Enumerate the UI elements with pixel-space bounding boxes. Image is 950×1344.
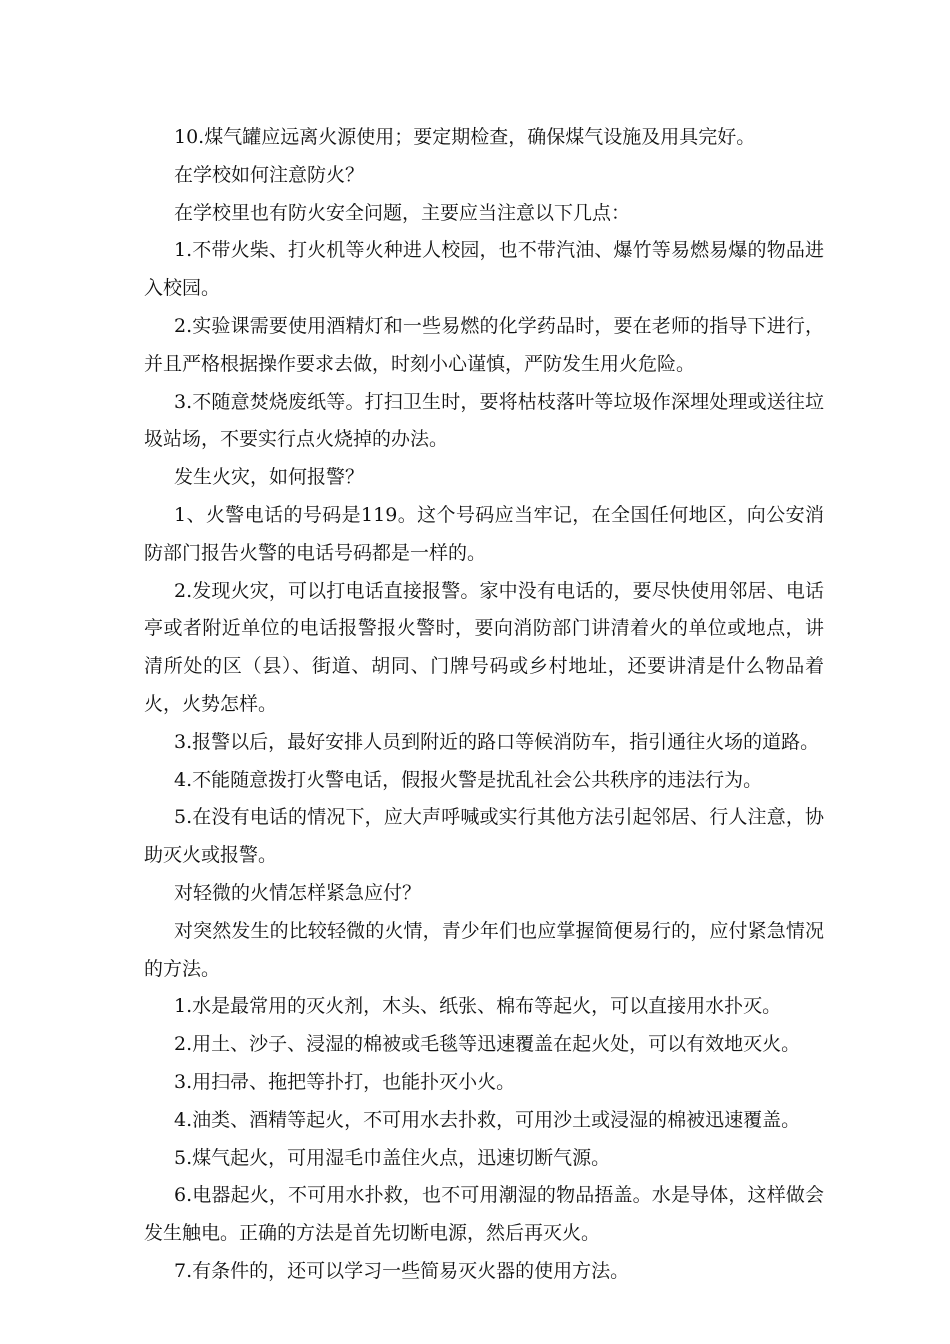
paragraph-alarm-item-3: 3.报警以后，最好安排人员到附近的路口等候消防车，指引通往火场的道路。 [174, 730, 820, 753]
paragraph-minor-fire-item-6: 6.电器起火，不可用水扑救，也不可用潮湿的物品捂盖。水是导体，这样做会发生触电。正确的方法是首先切断电源，然后再灭火。 [144, 1184, 824, 1245]
paragraph-alarm-item-5: 5.在没有电话的情况下，应大声呼喊或实行其他方法引起邻居、行人注意，协助灭火或报警。 [144, 806, 824, 867]
heading-school-fire-prevention: 在学校如何注意防火？ [174, 163, 365, 186]
paragraph-alarm-item-1: 1、火警电话的号码是119。这个号码应当牢记，在全国任何地区，向公安消防部门报告火警的电话号码都是一样的。 [144, 503, 824, 564]
paragraph-school-intro: 在学校里也有防火安全问题，主要应当注意以下几点： [174, 201, 631, 224]
paragraph-school-item-1: 1.不带火柴、打火机等火种进人校园，也不带汽油、爆竹等易燃易爆的物品进入校园。 [144, 239, 824, 300]
document-body [144, 119, 824, 1291]
paragraph-minor-fire-item-3: 3.用扫帚、拖把等扑打，也能扑灭小火。 [174, 1070, 516, 1093]
paragraph-alarm-item-4: 4.不能随意拨打火警电话，假报火警是扰乱社会公共秩序的违法行为。 [174, 768, 763, 791]
paragraph-school-item-2: 2.实验课需要使用酒精灯和一些易燃的化学药品时，要在老师的指导下进行，并且严格根据操作要求去做，时刻小心谨慎，严防发生用火危险。 [144, 314, 824, 375]
paragraph-minor-fire-item-4: 4.油类、酒精等起火，不可用水去扑救，可用沙土或浸湿的棉被迅速覆盖。 [174, 1108, 801, 1131]
paragraph-alarm-item-2: 2.发现火灾，可以打电话直接报警。家中没有电话的，要尽快使用邻居、电话亭或者附近单位的电话报警报火警时，要向消防部门讲清着火的单位或地点，讲清所处的区（县）、街道、胡同、门牌号码或乡村地址，还要讲清是什么物品着火，火势怎样。 [144, 579, 824, 715]
paragraph-minor-fire-item-2: 2.用土、沙子、浸湿的棉被或毛毯等迅速覆盖在起火处，可以有效地灭火。 [174, 1033, 801, 1056]
heading-fire-alarm: 发生火灾，如何报警？ [174, 466, 365, 489]
heading-minor-fire-response: 对轻微的火情怎样紧急应付？ [174, 881, 422, 904]
paragraph-gas-tank-safety: 10.煤气罐应远离火源使用；要定期检查，确保煤气设施及用具完好。 [174, 126, 756, 148]
paragraph-minor-fire-intro: 对突然发生的比较轻微的火情，青少年们也应掌握简便易行的，应付紧急情况的方法。 [144, 919, 824, 980]
paragraph-minor-fire-item-5: 5.煤气起火，可用湿毛巾盖住火点，迅速切断气源。 [174, 1146, 611, 1169]
paragraph-minor-fire-item-7: 7.有条件的，还可以学习一些简易灭火器的使用方法。 [174, 1259, 630, 1282]
paragraph-minor-fire-item-1: 1.水是最常用的灭火剂，木头、纸张、棉布等起火，可以直接用水扑灭。 [174, 995, 782, 1018]
paragraph-school-item-3: 3.不随意焚烧废纸等。打扫卫生时，要将枯枝落叶等垃圾作深埋处理或送往垃圾站场，不要实行点火烧掉的办法。 [144, 390, 824, 451]
